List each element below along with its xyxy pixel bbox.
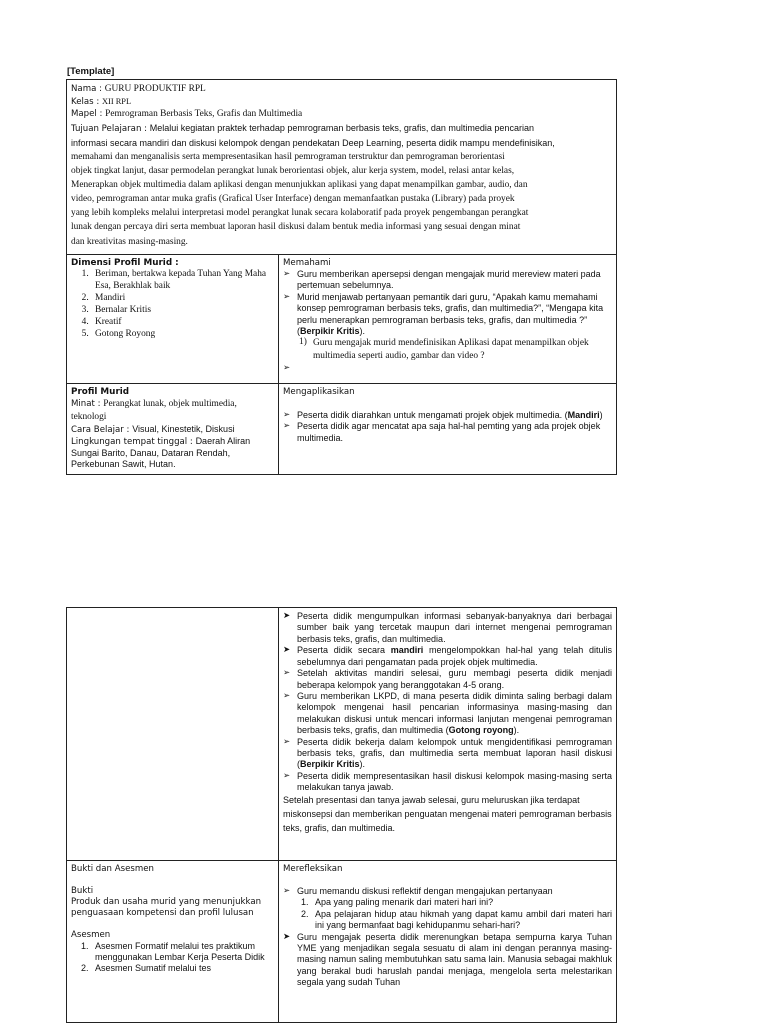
- minat-value: Perangkat lunak, objek multimedia, teknologi: [71, 399, 237, 423]
- list-item: ➢ Murid menjawab pertanyaan pemantik dari guru, “Apakah kamu memahami konsep pemrograman berbasis teks, grafis, dan multimedia?”, “Mengapa kita perlu menerapkan pemrograman berbasis teks, grafis, dan multimedia ?” (Berpikir Kritis).: [283, 291, 604, 337]
- tujuan-pelajaran: Tujuan Pelajaran : Melalui kegiatan praktek terhadap pemrograman berbasis teks, grafis, dan multimedia pencarian informasi secara mandiri dan diskusi kelompok dengan pendekatan Deep Learning, peserta didik mampu mendefinisikan, memahami dan menganalisis serta mempresentasikan hasil pemrograman terstruktur dan pemrograman berorientasi objek tingkat lanjut, dasar permodelan perangkat lunak berorientasi objek, alur kerja system, model, relasi antar kelas, Menerapkan objek multimedia dalam aplikasi dengan menunjukkan aplikasi yang dapat menampilkan gambar, audio, dan video, pemrograman antar muka grafis (Grafical User Interface) dengan memanfaatkan pustaka (Library) pada proyek yang lebih kompleks melalui interpretasi model perangkat lunak secara kolaboratif pada proyek pengembangan perangkat lunak dengan percaya diri serta membuat laporan hasil diskusi dalam bentuk media informasi yang sesuai dengan minat dan kreativitas masing-masing.: [71, 122, 555, 247]
- top-table: [66, 79, 617, 475]
- bukti-cell: [67, 861, 279, 1023]
- merefleksikan-cell: [279, 861, 617, 1023]
- mengaplikasikan-cell: [279, 384, 617, 475]
- memahami-title: Memahami: [283, 258, 331, 268]
- asesmen-list: [71, 941, 274, 975]
- template-label: [Template]: [67, 66, 115, 77]
- arrow-bullet-icon: ➢: [283, 421, 291, 432]
- list-item: ➢ Peserta didik agar mencatat apa saja hal-hal pemting yang ada projek objek multimedia.: [283, 421, 601, 443]
- list-item: ➢ Peserta didik bekerja dalam kelompok untuk mengidentifikasi pemrograman berbasis teks, grafis, dan multimedia serta membuat laporan hasil diskusi (Berpikir Kritis).: [283, 736, 612, 770]
- cara-belajar-value: Visual, Kinestetik, Diskusi: [132, 424, 235, 435]
- mapel-value: Pemrograman Berbasis Teks, Grafis dan Multimedia: [105, 108, 303, 119]
- list-item: ➢ Guru memberikan apersepsi dengan mengajak murid mereview materi pada pertemuan sebelumnya.: [283, 268, 601, 291]
- arrow-bullet-icon: ➢: [283, 770, 291, 781]
- bottom-table: [66, 607, 617, 1023]
- bukti-row: [67, 861, 617, 1023]
- arrow-bullet-icon: ➤: [283, 611, 291, 621]
- list-item: ➢ Peserta didik diarahkan untuk mengamati projek objek multimedia. (Mandiri): [283, 409, 603, 420]
- list-item: ➢ Guru memberikan LKPD, di mana peserta didik diminta saling berbagi dalam kelompok mengenai hasil pencarian informasinya masing-masing dan melakukan diskusi untuk mencari informasi lanjutan mengenai pemrograman berbasis teks, grafis, dan multimedia (Gotong royong).: [283, 690, 612, 736]
- memahami-numbered: 1) Guru mengajak murid mendefinisikan Aplikasi dapat menampilkan objek multimedia seperti audio, gambar dan video ?: [299, 337, 589, 362]
- continued-list: [283, 611, 612, 794]
- arrow-bullet-icon: ➢: [283, 409, 291, 420]
- dimensi-title: Dimensi Profil Murid :: [71, 258, 179, 268]
- reflection-questions: [283, 897, 612, 931]
- empty-left-cell: [67, 608, 279, 861]
- mengaplikasikan-title: Mengaplikasikan: [283, 387, 355, 397]
- mengaplikasikan-list: [283, 410, 612, 444]
- list-item: ➢ Peserta didik mempresentasikan hasil diskusi kelompok masing-masing serta melakukan tanya jawab.: [283, 770, 612, 793]
- tujuan-label: Tujuan Pelajaran :: [71, 123, 150, 134]
- list-item: 2. Apa pelajaran hidup atau hikmah yang dapat kamu ambil dari materi hari ini yang bermanfaat bagi kehidupanmu sehari-hari?: [311, 909, 612, 932]
- arrow-bullet-icon: ➢: [283, 363, 291, 374]
- closing-paragraph: Setelah presentasi dan tanya jawab selesai, guru meluruskan jika terdapat miskonsepsi dan memberikan penguatan mengenai materi pemrograman berbasis teks, grafis, dan multimedia.: [283, 794, 612, 833]
- mapel-line: Mapel : Pemrograman Berbasis Teks, Grafis dan Multimedia: [71, 108, 303, 119]
- arrow-bullet-icon: ➢: [283, 690, 291, 701]
- merefleksikan-list: [283, 886, 612, 897]
- list-item: ➤ Guru mengajak peserta didik merenungkan betapa sempurna karya Tuhan YME yang menjadikan segala sesuatu di alam ini dengan perannya masing-masing namun saling membutuhkan satu sama lain. Manusia sebagai makhluk yang berakal budi haruslah pandai menjaga, mengelola serta melestarikan segala yang sudah Tuhan: [283, 931, 612, 988]
- list-item: ➤ Peserta didik secara mandiri mengelompokkan hal-hal yang telah ditulis sebelumnya dari pengamatan pada projek objek multimedia.: [283, 645, 612, 667]
- arrow-bullet-icon: ➢: [283, 885, 291, 896]
- list-item: 3. Bernalar Kritis: [91, 305, 274, 317]
- dimensi-cell: [67, 255, 279, 384]
- list-item: 2. Mandiri: [91, 293, 274, 305]
- list-item: ➤ Peserta didik mengumpulkan informasi sebanyak-banyaknya dari berbagai sumber baik yang tercetak maupun dari internet mengenai pemrograman berbasis teks, grafis, dan multimedia.: [283, 611, 612, 644]
- nama-value: GURU PRODUKTIF RPL: [104, 84, 206, 94]
- arrow-bullet-icon: ➤: [283, 645, 291, 656]
- arrow-bullet-icon: ➢: [283, 291, 291, 302]
- list-item: 1. Beriman, bertakwa kepada Tuhan Yang Maha Esa, Berakhlak baik: [91, 269, 274, 293]
- bukti-text: Produk dan usaha murid yang menunjukkan penguasaan kompetensi dan profil lulusan: [71, 896, 262, 918]
- lingkungan-value: Daerah Aliran Sungai Barito, Danau, Dataran Rendah, Perkebunan Sawit, Hutan.: [71, 435, 251, 470]
- memahami-cell: [279, 255, 617, 384]
- dimensi-row: [67, 255, 617, 384]
- kelas-line: Kelas : XII RPL: [71, 96, 132, 107]
- arrow-bullet-icon: ➢: [283, 668, 291, 679]
- nama-line: Nama : GURU PRODUKTIF RPL: [71, 84, 206, 94]
- kelas-value: XII RPL: [101, 96, 132, 106]
- header-row: [67, 80, 617, 255]
- merefleksikan-title: Merefleksikan: [283, 864, 343, 874]
- dimensi-list: [71, 269, 274, 341]
- arrow-bullet-icon: ➢: [283, 736, 291, 747]
- continued-row: [67, 608, 617, 861]
- bukti-title: Bukti dan Asesmen: [71, 864, 154, 874]
- list-item: 4. Kreatif: [91, 317, 274, 329]
- list-item: 5. Gotong Royong: [91, 329, 274, 341]
- profil-row: [67, 384, 617, 475]
- list-item: ➢ Guru memandu diskusi reflektif dengan mengajukan pertanyaan: [283, 885, 553, 896]
- asesmen-label: Asesmen: [71, 929, 111, 940]
- bukti-label: Bukti: [71, 885, 94, 896]
- list-item: 1. Apa yang paling menarik dari materi hari ini?: [311, 897, 612, 908]
- arrow-bullet-icon: ➤: [283, 931, 291, 942]
- list-item: [283, 363, 612, 374]
- profil-cell: Profil Murid Minat : Perangkat lunak, objek multimedia, teknologi Cara Belajar : Visual, Kinestetik, Diskusi Lingkungan tempat tinggal : Daerah Aliran Sungai Barito, Danau, Dataran Rendah, Perkebunan Sawit, Hutan.: [67, 384, 279, 475]
- list-item: 1. Asesmen Formatif melalui tes praktikum menggunakan Lembar Kerja Peserta Didik: [91, 941, 274, 964]
- list-item: ➢ Setelah aktivitas mandiri selesai, guru membagi peserta didik menjadi beberapa kelompok yang beranggotakan 4-5 orang.: [283, 668, 612, 690]
- memahami-list: [283, 269, 612, 338]
- profil-title: Profil Murid: [71, 387, 130, 397]
- list-item: 2. Asesmen Sumatif melalui tes: [91, 963, 274, 974]
- continued-cell: [279, 608, 617, 861]
- arrow-bullet-icon: ➢: [283, 268, 291, 279]
